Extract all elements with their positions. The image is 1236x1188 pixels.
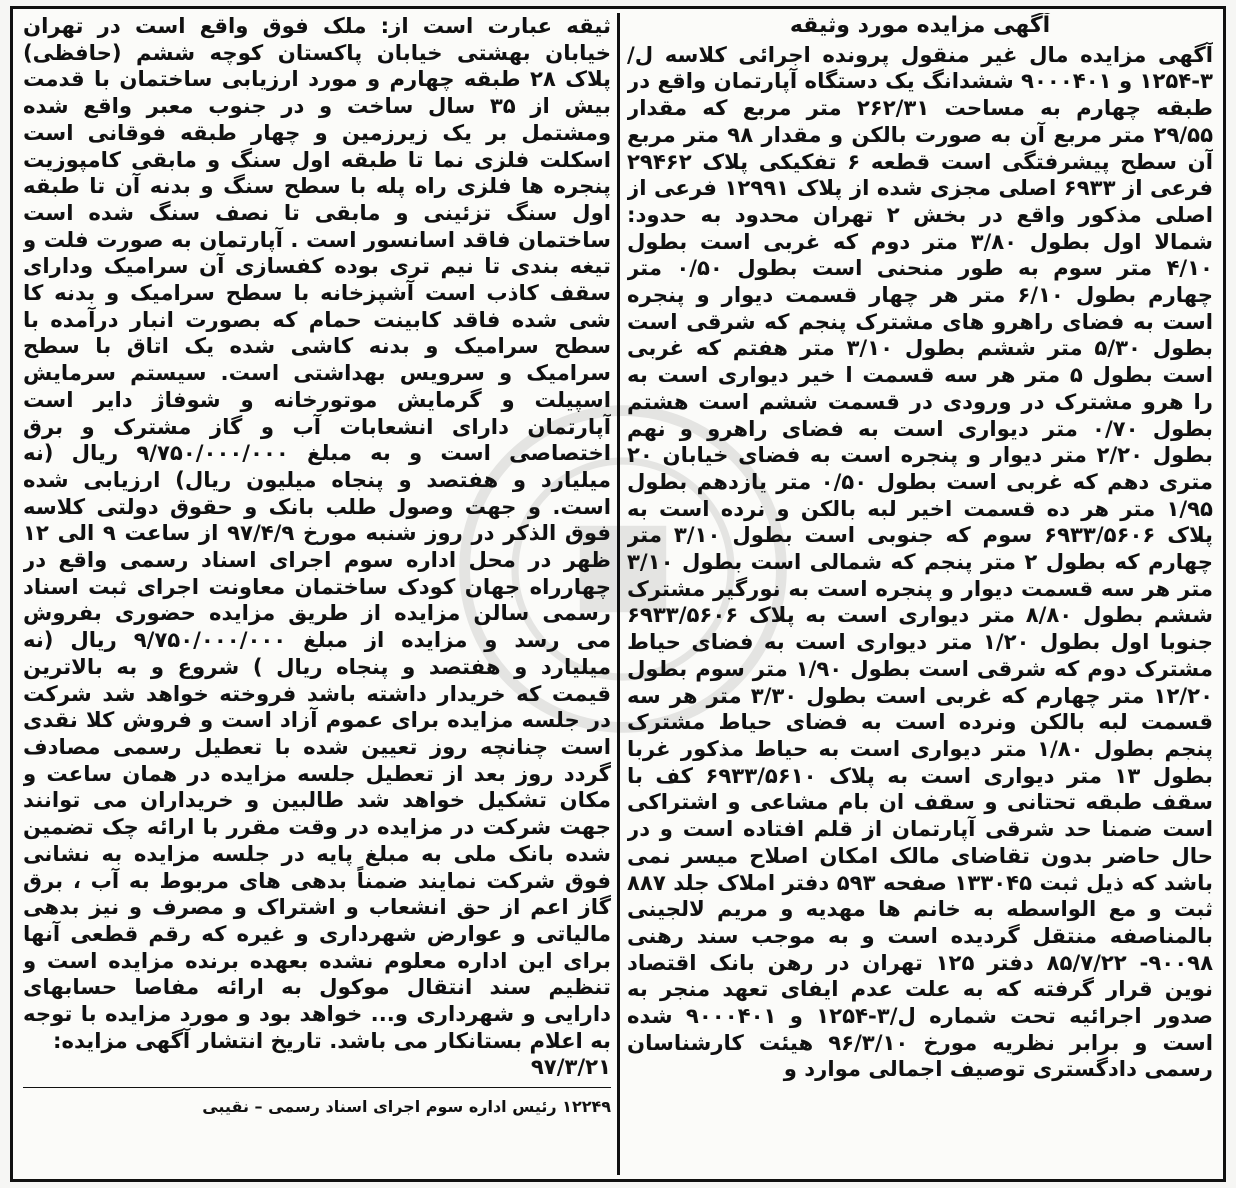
right-column-text: آگهی مزایده مال غیر منقول پرونده اجرائی کلاسه ل/۳-۱۲۵۴ و ۹۰۰۰۴۰۱ ششدانگ یک دستگاه آپارتمان واقع در طبقه چهارم به مساحت ۲۶۲/۳۱ متر مربع که مقدار ۲۹/۵۵ متر مربع آن به صورت بالکن و مقدار ۹۸ متر مربع آن سطح پیشرفتگی است قطعه ۶ تفکیکی پلاک ۲۹۴۶۲ فرعی از ۶۹۳۳ اصلی مجزی شده از پلاک ۱۲۹۹۱ فرعی از اصلی مذکور واقع در بخش ۲ تهران محدود به حدود: شمالا اول بطول ۳/۸۰ متر دوم که غربی است بطول ۴/۱۰ متر سوم به طور منحنی است بطول ۰/۵۰ متر چهارم بطول ۶/۱۰ متر هر چهار قسمت دیوار و پنجره است به فضای راهرو های مشترک پنجم که شرقی است بطول ۵/۳۰ متر ششم بطول ۳/۱۰ متر هفتم که غربی است بطول ۵ متر هر سه قسمت ا خیر دیواری است به را هرو مشترک در ورودی در قسمت ششم است هشتم بطول ۰/۷۰ متر دیواری است به فضای راهرو و نهم بطول ۲/۲۰ متر دیوار و پنجره است به فضای خیابان ۲۰ متری دهم که غربی است بطول ۰/۵۰ متر یازدهم بطول ۱/۹۵ متر هر ده قسمت اخیر لبه بالکن و نرده است به پلاک ۶۹۳۳/۵۶۰۶ سوم که جنوبی است بطول ۳/۱۰ متر چهارم که بطول ۲ متر پنجم که شمالی است بطول ۳/۱۰ متر هر سه قسمت دیوار و پنجره است به نورگیر مشترک ششم بطول ۸/۸۰ متر دیواری است به پلاک ۶۹۳۳/۵۶۰۶ جنوبا اول بطول ۱/۲۰ متر دیواری است به فضای حیاط مشترک دوم که شرقی است بطول ۱/۹۰ متر سوم بطول ۱۲/۲۰ متر چهارم که غربی است بطول ۳/۳۰ متر هر سه قسمت لبه بالکن ونرده است به فضای حیاط مشترک پنجم بطول ۱/۸۰ متر دیواری است به حیاط مذکور غربا بطول ۱۳ متر دیواری است به پلاک ۶۹۳۳/۵۶۱۰ کف با سقف طبقه تحتانی و سقف ان بام مشاعی و اشتراکی است ضمنا حد شرقی آپارتمان از قلم افتاده است و در حال حاضر بدون تقاضای مالک امکان اصلاح میسر نمی باشد که ذیل ثبت ۱۳۳۰۴۵ صفحه ۵۹۳ دفتر املاک جلد ۸۸۷ ثبت و مع الواسطه به خانم ها مهدیه و مریم لالجینی بالمناصفه منتقل گردیده است و به موجب سند رهنی ۹۰۰۹۸- ۸۵/۷/۲۲ دفتر ۱۲۵ تهران در رهن بانک اقتصاد نوین قرار گرفته که به علت عدم ایفای تعهد منجر به صدور اجرائیه تحت شماره ل/۳-۱۲۵۴ و ۹۰۰۰۴۰۱ شده است و برابر نظریه مورخ ۹۶/۳/۱۰ هیئت کارشناسان رسمی دادگستری توصیف اجمالی موارد و — [627, 41, 1213, 1082]
right-column — [627, 13, 1213, 1175]
publish-date: ۹۷/۳/۲۱ — [530, 1054, 611, 1080]
signature-footer: ۱۲۲۴۹ رئیس اداره سوم اجرای اسناد رسمی – نقیبی — [23, 1087, 611, 1121]
left-column — [23, 13, 611, 1175]
notice-frame — [10, 6, 1226, 1182]
column-divider — [617, 13, 620, 1175]
left-column-text: ثیقه عبارت است از: ملک فوق واقع است در تهران خیابان بهشتی خیابان پاکستان کوچه ششم (حافظی) پلاک ۲۸ طبقه چهارم و مورد ارزیابی ساختمان با قدمت بیش از ۳۵ سال ساخت و در جنوب معبر واقع شده ومشتمل بر یک زیرزمین و چهار طبقه فوقانی است اسکلت فلزی نما تا طبقه اول سنگ و مابقی کامپوزیت پنجره ها فلزی راه پله با سطح سنگ و بدنه آن تا طبقه اول سنگ تزئینی و مابقی تا نصف سنگ شده است ساختمان فاقد اسانسور است . آپارتمان به صورت فلت و تیغه بندی تا نیم تری بوده کفسازی آن سرامیک ودارای سقف کاذب است آشپزخانه با سطح سرامیک و بدنه کا شی شده فاقد کابینت حمام که بصورت انبار درآمده با سطح سرامیک و بدنه کاشی شده یک اتاق با سطح سرامیک و سرویس بهداشتی است. سیستم سرمایش اسپیلت و گرمایش موتورخانه و شوفاژ دایر است آپارتمان دارای انشعابات آب و گاز مشترک و برق اختصاصی است و به مبلغ ۹/۷۵۰/۰۰۰/۰۰۰ ریال (نه میلیارد و هفتصد و پنجاه میلیون ریال) ارزیابی شده است. و جهت وصول طلب بانک و حقوق دولتی کلاسه فوق الذکر در روز شنبه مورخ ۹۷/۴/۹ از ساعت ۹ الی ۱۲ ظهر در محل اداره سوم اجرای اسناد رسمی واقع در چهارراه جهان کودک ساختمان معاونت اجرای ثبت اسناد رسمی سالن مزایده از طریق مزایده حضوری بفروش می رسد و مزایده از مبلغ ۹/۷۵۰/۰۰۰/۰۰۰ ریال (نه میلیارد و هفتصد و پنجاه ریال ) شروع و به بالاترین قیمت که خریدار داشته باشد فروخته خواهد شد شرکت در جلسه مزایده برای عموم آزاد است و فروش کلا نقدی است چنانچه روز تعیین شده با تعطیل رسمی مصادف گردد روز بعد از تعطیل جلسه مزایده در همان ساعت و مکان تشکیل خواهد شد طالبین و خریداران می توانند جهت شرکت در مزایده در وقت مقرر با ارائه چک تضمین شده بانک ملی به مبلغ پایه در جلسه مزایده به نشانی فوق شرکت نمایند ضمناً بدهی های مربوط به آب ، برق گاز اعم از حق انشعاب و اشتراک و مصرف و نیز بدهی مالیاتی و عوارض شهرداری و غیره که رقم قطعی آنها برای این اداره معلوم نشده بعهده برنده مزایده است و تنظیم سند انتقال موکول به ارائه مفاصا حسابهای دارایی و شهرداری و... خواهد بود و مورد مزایده با توجه به اعلام بستانکار می باشد. تاریخ انتشار آگهی مزایده: — [23, 13, 611, 1053]
notice-title: آگهی مزایده مورد وثیقه — [789, 13, 1051, 38]
